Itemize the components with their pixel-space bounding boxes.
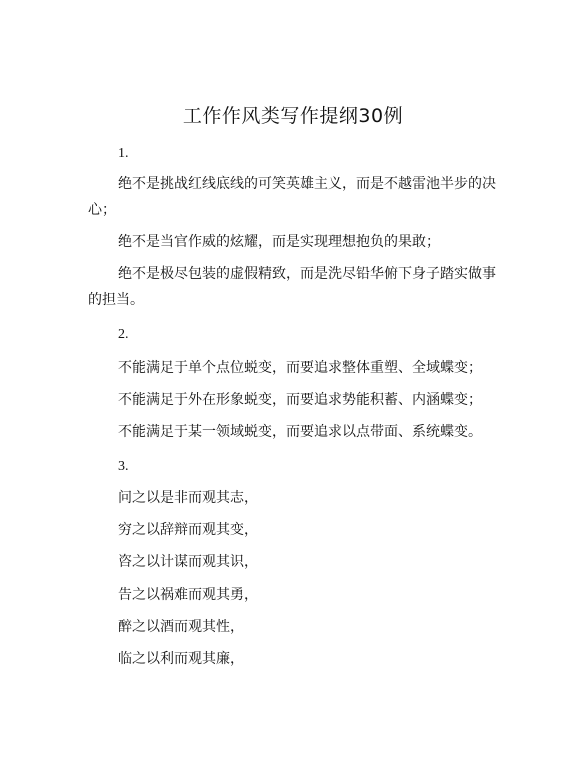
text-line: 问之以是非而观其志， — [118, 490, 258, 506]
text-line: 告之以祸难而观其勇， — [118, 587, 258, 603]
text-line: 不能满足于外在形象蜕变，而要追求势能积蓄、内涵蝶变； — [118, 392, 482, 408]
text-line: 醉之以酒而观其性， — [118, 619, 244, 635]
section-number: 3. — [118, 459, 129, 474]
text-line: 不能满足于单个点位蜕变，而要追求整体重塑、全域蝶变； — [118, 360, 482, 376]
section-number: 1. — [118, 146, 129, 161]
text-line: 穷之以辞辩而观其变， — [118, 522, 258, 538]
text-line: 不能满足于某一领域蜕变，而要追求以点带面、系统蝶变。 — [118, 424, 482, 440]
text-line: 临之以利而观其廉， — [118, 651, 244, 667]
paragraph: 绝不是极尽包装的虚假精致，而是洗尽铅华俯下身子踏实做事的担当。 — [88, 266, 496, 308]
section-number: 2. — [118, 327, 129, 342]
paragraph: 绝不是挑战红线底线的可笑英雄主义，而是不越雷池半步的决心； — [88, 176, 496, 218]
paragraph: 绝不是当官作威的炫耀，而是实现理想抱负的果敢； — [118, 234, 440, 250]
page-title: 工作作风类写作提纲30例 — [182, 105, 404, 127]
text-line: 咨之以计谋而观其识， — [118, 554, 258, 570]
